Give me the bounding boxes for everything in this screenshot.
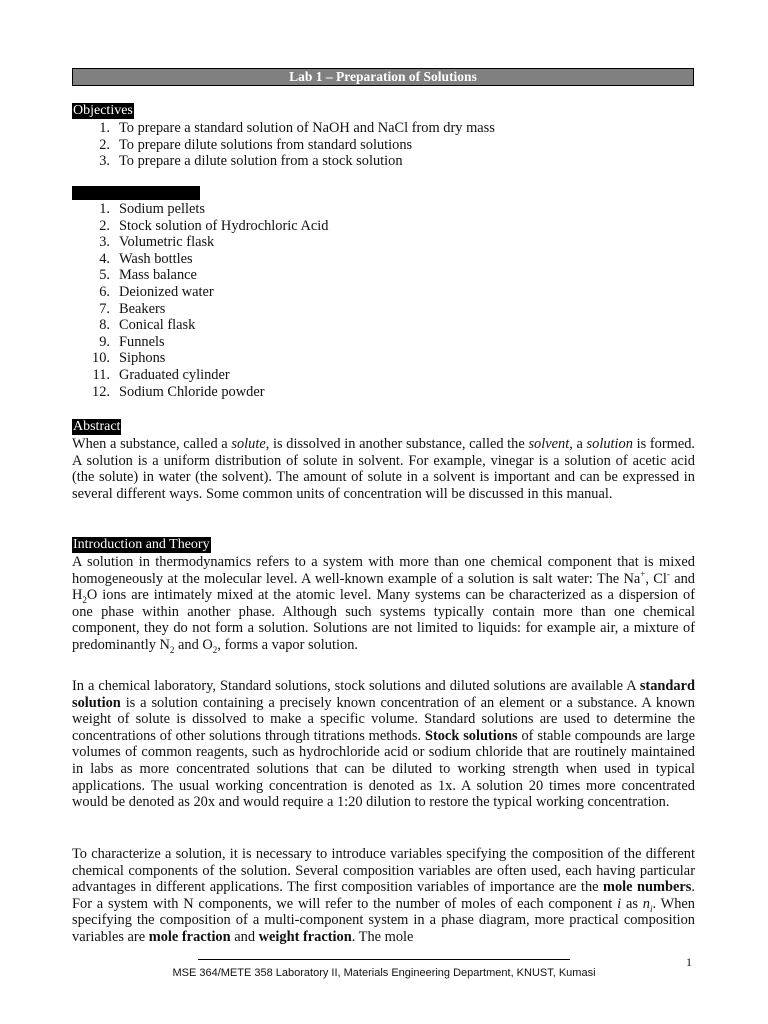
footer-text: MSE 364/METE 358 Laboratory II, Materials Engineering Department, KNUST, Kumasi — [172, 967, 596, 979]
list-item: 9. Funnels — [99, 333, 165, 350]
page-title: Lab 1 – Preparation of Solutions — [72, 68, 694, 86]
page-number: 1 — [686, 955, 692, 969]
list-item: 3. Volumetric flask — [99, 234, 215, 251]
list-item: 3. To prepare a dilute solution from a stock solution — [99, 153, 403, 170]
intro-paragraph-3: To characterize a solution, it is necessary to introduce variables specifying the composition of the different chemical components of the solution. Several composition variables are often used, each having particular advantages in different applications. The first composition variables of importance are the mole numbers. For a system with N components, we will refer to the number of moles of each component i as $n_i$. When specifying the composition of a multi-component system in a phase diagram, more practical composition variables are mole fraction and weight fraction. The mole — [72, 846, 696, 945]
list-item: 5. Mass balance — [99, 267, 197, 284]
abstract-paragraph: When a substance, called a solute, is dissolved in another substance, called the solvent, a solution is formed. A solution is a uniform distribution of solute in solvent. For example, vinegar is a solution of acetic acid (the solute) in water (the solvent). The amount of solute in a solvent is important and can be expressed in several different ways. Some common units of concentration will be discussed in this manual. — [72, 436, 696, 502]
list-item: 7. Beakers — [99, 300, 166, 317]
redacted-heading — [72, 186, 200, 200]
list-item: 4. Wash bottles — [99, 250, 193, 267]
list-item: 8. Conical flask — [99, 317, 196, 334]
footer-divider — [198, 959, 570, 960]
list-item: 2. Stock solution of Hydrochloric Acid — [99, 217, 329, 234]
intro-paragraph-2: In a chemical laboratory, Standard solutions, stock solutions and diluted solutions are available A standard solution is a solution containing a precisely known concentration of an element or a substance. A known weight of solute is dissolved to make a specific volume. Standard solutions are used to determine the concentrations of other solutions through titrations methods. Stock solutions of stable compounds are large volumes of common reagents, such as hydrochloride acid or sodium chloride that are routinely maintained in labs as more concentrated solutions that can be diluted to working strength when used in typical applications. The usual working concentration is denoted as 1x. A solution 20 times more concentrated would be denoted as 20x and would require a 1:20 dilution to restore the typical working concentration. — [72, 678, 695, 811]
list-item: 10. Siphons — [92, 350, 166, 367]
intro-paragraph-1: A solution in thermodynamics refers to a system with more than one chemical component that is mixed homogeneously at the molecular level. A well-known example of a solution is salt water: The Na+, Cl- and $H_2O$ ions are intimately mixed at the atomic level. Many systems can be characterized as a dispersion of one phase within another phase. Although such systems typically contain more than one chemical component, they do not form a solution. Solutions are not limited to liquids: for example air, a mixture of predominantly $N_2$ and $O_2$, forms a vapor solution. — [72, 554, 695, 655]
objectives-list — [72, 120, 495, 170]
list-item: 2. To prepare dilute solutions from standard solutions — [99, 136, 413, 153]
materials-list — [72, 201, 328, 400]
abstract-heading: Abstract — [73, 419, 121, 434]
list-item: 1. To prepare a standard solution of NaOH and NaCl from dry mass — [99, 120, 495, 136]
list-item: 11. Graduated cylinder — [92, 366, 230, 383]
objectives-heading: Objectives — [73, 103, 133, 118]
list-item: 1. Sodium pellets — [99, 201, 205, 217]
intro-heading: Introduction and Theory — [73, 537, 210, 552]
list-item: 12. Sodium Chloride powder — [92, 383, 265, 400]
list-item: 6. Deionized water — [99, 283, 214, 300]
